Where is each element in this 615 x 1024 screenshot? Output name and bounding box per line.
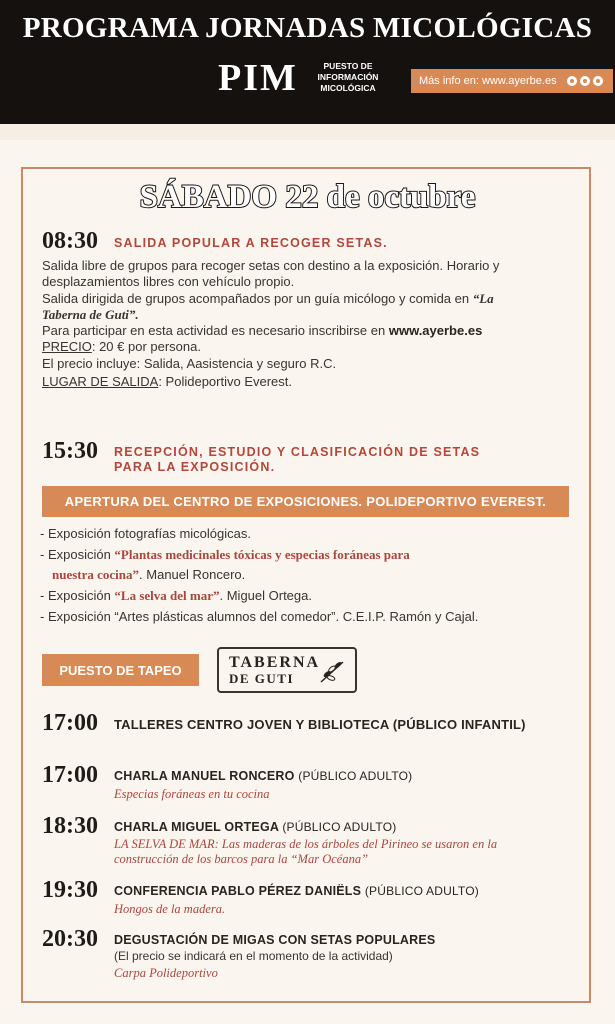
more-info-link[interactable] [411, 69, 613, 93]
departure-line [42, 374, 587, 390]
expo-prefix: - Exposición [40, 547, 115, 562]
taberna-de-guti-logo [217, 647, 357, 693]
price-includes: El precio incluye: Salida, Aasistencia y seguro R.C. [42, 355, 337, 371]
desc-line: Salida libre de grupos para recoger setas con destino a la exposición. Horario y [42, 258, 500, 273]
facebook-icon[interactable] [567, 76, 577, 86]
exhibition-item: - Exposición “Artes plásticas alumnos del comedor”. C.E.I.P. Ramón y Cajal. [40, 609, 479, 624]
exhibition-item [40, 547, 410, 563]
day-title [0, 179, 615, 216]
heading-line: RECEPCIÓN, ESTUDIO Y CLASIFICACIÓN DE SETAS [114, 445, 481, 459]
time-0830: 08:30 [42, 228, 98, 254]
expo-title: “La selva del mar” [114, 588, 220, 603]
schedule-title [114, 717, 526, 732]
expo-prefix: - Exposición [40, 588, 115, 603]
activity-description [42, 258, 587, 390]
schedule-time: 19:30 [42, 877, 98, 903]
price-note: (El precio se indicará en el momento de la actividad) [114, 949, 393, 963]
pim-logo: PIM [218, 57, 298, 99]
desc-text: Para participar en esta actividad es necesario inscribirse en [42, 323, 389, 339]
taberna-ref: Taberna de Guti”. [42, 306, 139, 322]
pim-sub-line: INFORMACIÓN [317, 72, 379, 82]
taberna-ref: “La [472, 290, 494, 306]
talk-subtitle: Especias foráneas en tu cocina [114, 787, 270, 801]
social-icons [567, 76, 603, 86]
herb-sprig-icon [319, 658, 347, 684]
audience-label: (PÚBLICO ADULTO) [298, 769, 413, 783]
schedule-time: 20:30 [42, 926, 98, 952]
expo-title: nuestra cocina” [52, 567, 140, 582]
page-title: PROGRAMA JORNADAS MICOLÓGICAS [22, 12, 593, 44]
audience-label: (PÚBLICO INFANTIL) [392, 717, 526, 732]
pim-subtitle [313, 61, 383, 94]
price-line [42, 339, 587, 355]
subtitle-line: construcción de los barcos para la “Mar Océana” [114, 852, 369, 866]
desc-line [42, 323, 587, 339]
expo-author: . Miguel Ortega. [219, 588, 312, 603]
departure-label: LUGAR DE SALIDA [42, 374, 159, 390]
talk-subtitle [114, 837, 497, 867]
schedule-time: 17:00 [42, 762, 98, 788]
taberna-line: TABERNA [229, 653, 321, 671]
exhibition-item-cont [52, 567, 245, 583]
schedule-time: 17:00 [42, 710, 98, 736]
schedule-title [114, 820, 396, 834]
desc-text: Salida dirigida de grupos acompañados por un guía micólogo y comida en [42, 290, 473, 306]
subtitle-line: LA SELVA DE MAR: Las maderas de los árboles del Pirineo se usaron en la [114, 837, 498, 851]
departure-value: : Polideportivo Everest. [158, 374, 293, 390]
taberna-line: DE GUTI [229, 670, 295, 686]
activity-heading: SALIDA POPULAR A RECOGER SETAS. [114, 236, 388, 250]
price-value: : 20 € por persona. [91, 339, 201, 355]
day-title-text: SÁBADO 22 de octubre [139, 179, 476, 215]
schedule-title-text: CHARLA MIGUEL ORTEGA [114, 820, 283, 834]
more-info-text: Más info en: www.ayerbe.es [419, 75, 557, 87]
pim-sub-line: PUESTO DE [323, 61, 373, 71]
price-label: PRECIO [42, 339, 92, 355]
instagram-icon[interactable] [580, 76, 590, 86]
expo-author: . Manuel Roncero. [139, 567, 246, 582]
venue-subtitle: Carpa Polideportivo [114, 966, 218, 980]
audience-label: (PÚBLICO ADULTO) [364, 884, 479, 898]
time-1530: 15:30 [42, 438, 98, 464]
expo-title: “Plantas medicinales tóxicas y especias foráneas para [114, 547, 410, 562]
schedule-title [114, 884, 479, 898]
heading-line: PARA LA EXPOSICIÓN. [114, 460, 276, 474]
schedule-title [114, 769, 412, 783]
schedule-title-text: CONFERENCIA PABLO PÉREZ DANIËLS [114, 884, 365, 898]
header-banner [0, 0, 615, 124]
desc-line: desplazamientos libres con vehículo propio. [42, 274, 295, 290]
exhibition-item [40, 588, 312, 604]
schedule-title-text: TALLERES CENTRO JOVEN Y BIBLIOTECA [114, 717, 393, 732]
schedule-time: 18:30 [42, 813, 98, 839]
audience-label: (PÚBLICO ADULTO) [282, 820, 397, 834]
talk-subtitle: Hongos de la madera. [114, 902, 226, 916]
desc-line [42, 291, 587, 307]
schedule-title-text: CHARLA MANUEL RONCERO [114, 769, 299, 783]
exhibition-item: - Exposición fotografías micológicas. [40, 526, 251, 541]
pim-sub-line: MICOLÓGICA [320, 83, 376, 93]
signup-link[interactable]: www.ayerbe.es [388, 323, 483, 339]
activity-heading [114, 445, 480, 475]
twitter-icon[interactable] [593, 76, 603, 86]
tapeo-badge: PUESTO DE TAPEO [42, 654, 199, 686]
exhibition-opening-banner: APERTURA DEL CENTRO DE EXPOSICIONES. POLIDEPORTIVO EVEREST. [42, 486, 569, 517]
schedule-title: DEGUSTACIÓN DE MIGAS CON SETAS POPULARES [114, 933, 436, 947]
